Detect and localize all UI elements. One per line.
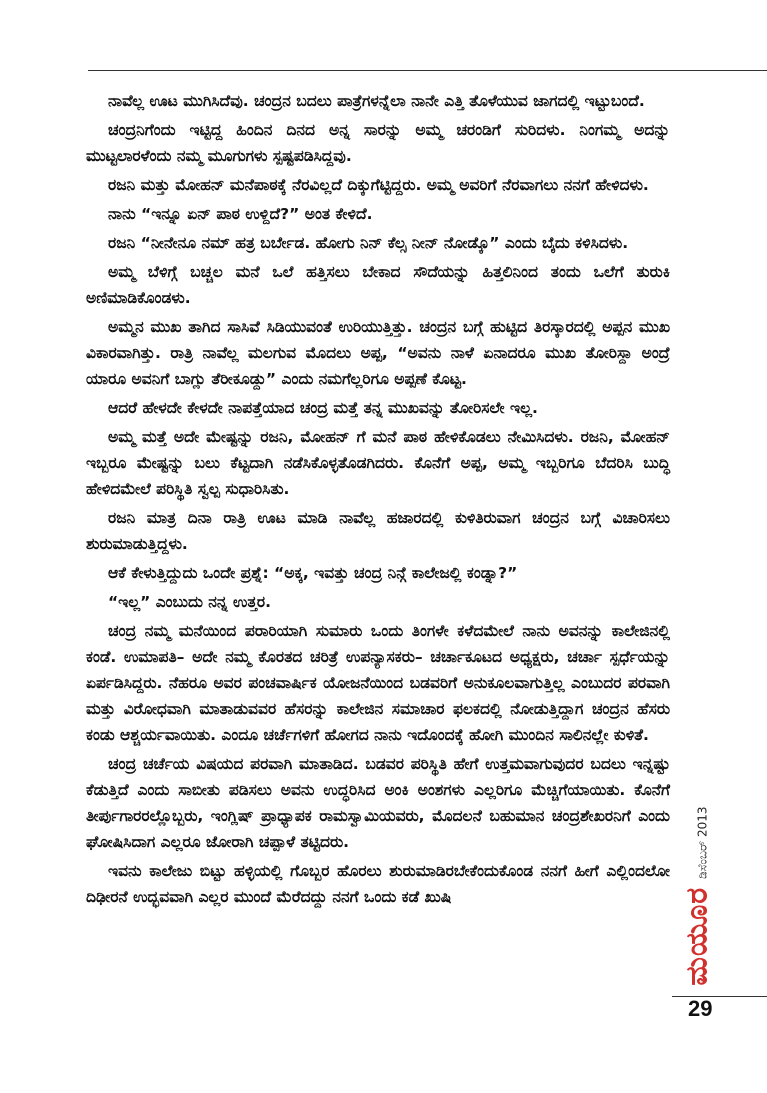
paragraph: ಚಂದ್ರ ಚರ್ಚೆಯ ವಿಷಯದ ಪರವಾಗಿ ಮಾತಾಡಿದ. ಬಡವರ ಪರಿಸ್ಥಿತಿ ಹೇಗೆ ಉತ್ತಮವಾಗುವುದರ ಬದಲು ಇನ್ನಷ್ಟು ಕೆಡುತ್ತಿದೆ ಎಂದು ಸಾಬೀತು ಪಡಿಸಲು ಅವನು ಉದ್ಧರಿಸಿದ ಅಂಕಿ ಅಂಶಗಳು ಎಲ್ಲರಿಗೂ ಮೆಚ್ಚಿಗೆಯಾಯಿತು. ಕೊನೆಗೆ ತೀರ್ಪುಗಾರರಲ್ಲೊಬ್ಬರು, ಇಂಗ್ಲಿಷ್ ಪ್ರಾಧ್ಯಾಪಕ ರಾಮಸ್ವಾಮಿಯವರು, ಮೊದಲನೆ ಬಹುಮಾನ ಚಂದ್ರಶೇಖರನಿಗೆ ಎಂದು ಘೋಷಿಸಿದಾಗ ಎಲ್ಲರೂ ಜೋರಾಗಿ ಚಪ್ಪಾಳೆ ತಟ್ಟಿದರು.	[86, 755, 670, 851]
paragraph: ರಜನಿ ಮತ್ತು ಮೋಹನ್ ಮನೆಪಾಠಕ್ಕೆ ನೆರವಿಲ್ಲದೆ ದಿಕ್ಕುಗೆಟ್ಟಿದ್ದರು. ಅಮ್ಮ ಅವರಿಗೆ ನೆರವಾಗಲು ನನಗೆ ಹೇಳಿದಳು.	[108, 176, 649, 194]
footer-divider	[672, 996, 767, 997]
top-divider	[88, 70, 767, 71]
paragraph: ಆಕೆ ಕೇಳುತ್ತಿದ್ದುದು ಒಂದೇ ಪ್ರಶ್ನೆ: “ಅಕ್ಕ, ಇವತ್ತು ಚಂದ್ರ ನಿನ್ಗೆ ಕಾಲೇಜಲ್ಲಿ ಕಂಡ್ನಾ?”	[108, 564, 518, 582]
paragraph: ಅಮ್ಮನ ಮುಖ ತಾಗಿದ ಸಾಸಿವೆ ಸಿಡಿಯುವಂತೆ ಉರಿಯುತ್ತಿತ್ತು. ಚಂದ್ರನ ಬಗ್ಗೆ ಹುಟ್ಟಿದ ತಿರಸ್ಕಾರದಲ್ಲಿ ಅಪ್ಪನ ಮುಖ ವಿಕಾರವಾಗಿತ್ತು. ರಾತ್ರಿ ನಾವೆಲ್ಲ ಮಲಗುವ ಮೊದಲು ಅಪ್ಪ, “ಅವನು ನಾಳೆ ಏನಾದರೂ ಮುಖ ತೋರಿಸ್ದಾ ಅಂದ್ರೆ ಯಾರೂ ಅವನಿಗೆ ಬಾಗ್ಲು ತೆರೀಕೂಡ್ದು” ಎಂದು ನಮಗೆಲ್ಲರಿಗೂ ಅಪ್ಪಣೆ ಕೊಟ್ಟ.	[86, 318, 670, 388]
paragraph: ಚಂದ್ರ ನಮ್ಮ ಮನೆಯಿಂದ ಪರಾರಿಯಾಗಿ ಸುಮಾರು ಒಂದು ತಿಂಗಳೇ ಕಳೆದಮೇಲೆ ನಾನು ಅವನನ್ನು ಕಾಲೇಜಿನಲ್ಲಿ ಕಂಡೆ. ಉಮಾಪತಿ– ಅದೇ ನಮ್ಮ ಕೊರತದ ಚರಿತ್ರೆ ಉಪನ್ಯಾಸಕರು– ಚರ್ಚಾಕೂಟದ ಅಧ್ಯಕ್ಷರು, ಚರ್ಚಾ ಸ್ಪರ್ಧೆಯನ್ನು ಏರ್ಪಡಿಸಿದ್ದರು. ನೆಹರೂ ಅವರ ಪಂಚವಾರ್ಷಿಕ ಯೋಜನೆಯಿಂದ ಬಡವರಿಗೆ ಅನುಕೂಲವಾಗುತ್ತಿಲ್ಲ ಎಂಬುದರ ಪರವಾಗಿ ಮತ್ತು ವಿರೋಧವಾಗಿ ಮಾತಾಡುವವರ ಹೆಸರನ್ನು ಕಾಲೇಜಿನ ಸಮಾಚಾರ ಫಲಕದಲ್ಲಿ ನೋಡುತ್ತಿದ್ದಾಗ ಚಂದ್ರನ ಹೆಸರು ಕಂಡು ಆಶ್ಚರ್ಯವಾಯಿತು. ಎಂದೂ ಚರ್ಚೆಗಳಿಗೆ ಹೋಗದ ನಾನು ಇದೊಂದಕ್ಕೆ ಹೋಗಿ ಮುಂದಿನ ಸಾಲಿನಲ್ಲೇ ಕುಳಿತೆ.	[86, 622, 670, 744]
paragraph: ನಾನು “ಇನ್ನೂ ಏನ್ ಪಾಠ ಉಳ್ದಿದೆ?” ಅಂತ ಕೇಳಿದೆ.	[108, 205, 373, 223]
paragraph: “ಇಲ್ಲ” ಎಂಬುದು ನನ್ನ ಉತ್ತರ.	[108, 593, 272, 611]
paragraph: ಆದರೆ ಹೇಳದೇ ಕೇಳದೇ ನಾಪತ್ತೆಯಾದ ಚಂದ್ರ ಮತ್ತೆ ತನ್ನ ಮುಖವನ್ನು ತೋರಿಸಲೇ ಇಲ್ಲ.	[108, 399, 538, 417]
paragraph: ನಾವೆಲ್ಲ ಊಟ ಮುಗಿಸಿದೆವು. ಚಂದ್ರನ ಬದಲು ಪಾತ್ರೆಗಳನ್ನೆಲಾ ನಾನೇ ಎತ್ತಿ ತೊಳೆಯುವ ಜಾಗದಲ್ಲಿ ಇಟ್ಟುಬಂದೆ.	[108, 92, 645, 110]
paragraph: ಅಮ್ಮ ಬೆಳಿಗ್ಗೆ ಬಚ್ಚಲ ಮನೆ ಒಲೆ ಹತ್ತಿಸಲು ಬೇಕಾದ ಸೌದೆಯನ್ನು ಹಿತ್ತಲಿನಿಂದ ತಂದು ಒಲೆಗೆ ತುರುಕಿ ಅಣಿಮಾಡಿಕೊಂಡಳು.	[86, 263, 670, 307]
paragraph: ಅಮ್ಮ ಮತ್ತೆ ಅದೇ ಮೇಷ್ಟನ್ನು ರಜನಿ, ಮೋಹನ್ ಗೆ ಮನೆ ಪಾಠ ಹೇಳಿಕೊಡಲು ನೇಮಿಸಿದಳು. ರಜನಿ, ಮೋಹನ್ ಇಬ್ಬರೂ ಮೇಷ್ಟನ್ನು ಬಲು ಕೆಟ್ಟದಾಗಿ ನಡೆಸಿಕೊಳ್ಳತೊಡಗಿದರು. ಕೊನೆಗೆ ಅಪ್ಪ, ಅಮ್ಮ ಇಬ್ಬರಿಗೂ ಬೆದರಿಸಿ ಬುದ್ಧಿ ಹೇಳಿದಮೇಲೆ ಪರಿಸ್ಥಿತಿ ಸ್ವಲ್ಪ ಸುಧಾರಿಸಿತು.	[86, 428, 670, 498]
paragraph: ರಜನಿ “ನೀನೇನೂ ನಮ್ ಹತ್ರ ಬರ್ಬೇಡ. ಹೋಗು ನಿನ್ ಕೆಲ್ಸ ನೀನ್ ನೋಡ್ಕೊ” ಎಂದು ಬೈದು ಕಳಿಸಿದಳು.	[108, 234, 629, 252]
magazine-sidebar	[680, 806, 714, 986]
magazine-logo: ಮಯೂರ	[679, 886, 715, 986]
paragraph: ಇವನು ಕಾಲೇಜು ಬಿಟ್ಟು ಹಳ್ಳಿಯಲ್ಲಿ ಗೊಬ್ಬರ ಹೊರಲು ಶುರುಮಾಡಿರಬೇಕೆಂದುಕೊಂಡ ನನಗೆ ಹೀಗೆ ಎಲ್ಲಿಂದಲೋ ದಿಢೀರನೆ ಉದ್ಭವವಾಗಿ ಎಲ್ಲರ ಮುಂದೆ ಮೆರೆದದ್ದು ನನಗೆ ಒಂದು ಕಡೆ ಖುಷಿ	[86, 862, 670, 906]
paragraph: ಚಂದ್ರನಿಗೆಂದು ಇಟ್ಟಿದ್ದ ಹಿಂದಿನ ದಿನದ ಅನ್ನ ಸಾರನ್ನು ಅಮ್ಮ ಚರಂಡಿಗೆ ಸುರಿದಳು. ನಿಂಗಮ್ಮ ಅದನ್ನು ಮುಟ್ಟಲಾರಳೆಂದು ನಮ್ಮ ಮೂಗುಗಳು ಸ್ಪಷ್ಟಪಡಿಸಿದ್ದವು.	[86, 121, 670, 165]
issue-date: ಡಿಸೆಂಬರ್ 2013	[695, 806, 710, 879]
page-number: 29	[688, 996, 713, 1021]
article-body	[86, 88, 670, 913]
paragraph: ರಜನಿ ಮಾತ್ರ ದಿನಾ ರಾತ್ರಿ ಊಟ ಮಾಡಿ ನಾವೆಲ್ಲ ಹಜಾರದಲ್ಲಿ ಕುಳಿತಿರುವಾಗ ಚಂದ್ರನ ಬಗ್ಗೆ ವಿಚಾರಿಸಲು ಶುರುಮಾಡುತ್ತಿದ್ದಳು.	[86, 509, 670, 553]
